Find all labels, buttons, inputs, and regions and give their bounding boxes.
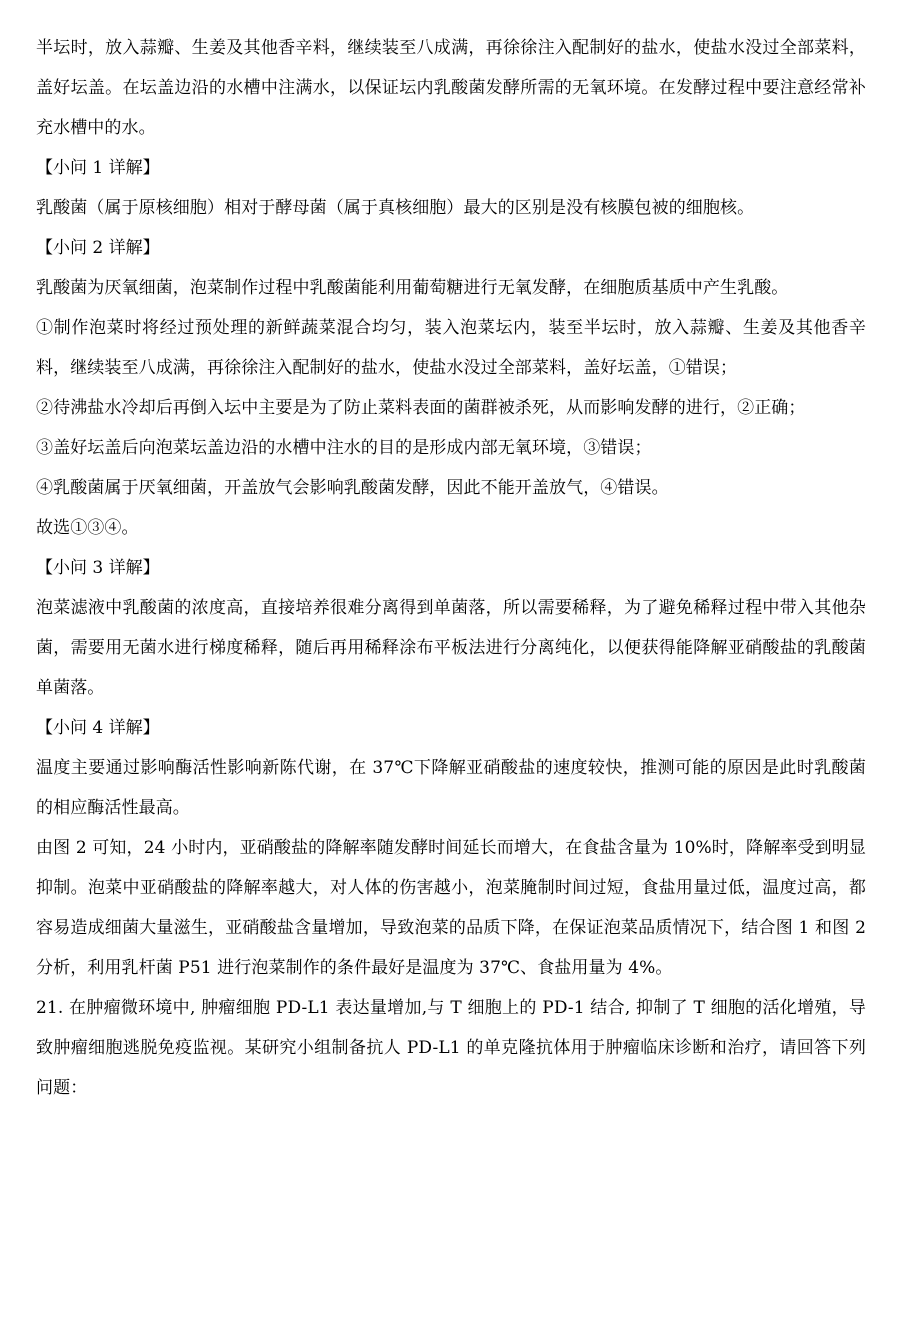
paragraph-q4-answer-1: 温度主要通过影响酶活性影响新陈代谢，在 37℃下降解亚硝酸盐的速度较快，推测可能的原因是此时乳酸菌的相应酶活性最高。 bbox=[36, 758, 866, 818]
section-heading-q2: 【小问 2 详解】 bbox=[36, 238, 160, 258]
paragraph-continuation: 半坛时，放入蒜瓣、生姜及其他香辛料，继续装至八成满，再徐徐注入配制好的盐水，使盐水没过全部菜料，盖好坛盖。在坛盖边沿的水槽中注满水，以保证坛内乳酸菌发酵所需的无氧环境。在发酵过程中要注意经常补充水槽中的水。 bbox=[36, 38, 866, 138]
question-21-stem: 21. 在肿瘤微环境中, 肿瘤细胞 PD-L1 表达量增加,与 T 细胞上的 PD-1 结合, 抑制了 T 细胞的活化增殖，导致肿瘤细胞逃脱免疫监视。某研究小组制备抗人 PD-L1 的单克隆抗体用于肿瘤临床诊断和治疗，请回答下列问题： bbox=[36, 998, 866, 1098]
section-heading-q1: 【小问 1 详解】 bbox=[36, 158, 160, 178]
section-heading-q3: 【小问 3 详解】 bbox=[36, 558, 160, 578]
paragraph-q3-answer: 泡菜滤液中乳酸菌的浓度高，直接培养很难分离得到单菌落，所以需要稀释，为了避免稀释过程中带入其他杂菌，需要用无菌水进行梯度稀释，随后再用稀释涂布平板法进行分离纯化，以便获得能降解亚硝酸盐的乳酸菌单菌落。 bbox=[36, 598, 866, 698]
paragraph-q2-intro: 乳酸菌为厌氧细菌，泡菜制作过程中乳酸菌能利用葡萄糖进行无氧发酵，在细胞质基质中产生乳酸。 bbox=[36, 278, 789, 298]
paragraph-q2-item-3: ③盖好坛盖后向泡菜坛盖边沿的水槽中注水的目的是形成内部无氧环境，③错误； bbox=[36, 438, 652, 458]
paragraph-q1-answer: 乳酸菌（属于原核细胞）相对于酵母菌（属于真核细胞）最大的区别是没有核膜包被的细胞核。 bbox=[36, 198, 755, 218]
document-page bbox=[36, 28, 872, 1108]
section-heading-q4: 【小问 4 详解】 bbox=[36, 718, 160, 738]
paragraph-q2-item-2: ②待沸盐水冷却后再倒入坛中主要是为了防止菜料表面的菌群被杀死，从而影响发酵的进行，②正确； bbox=[36, 398, 806, 418]
paragraph-q2-choice: 故选①③④。 bbox=[36, 518, 139, 538]
paragraph-q2-item-4: ④乳酸菌属于厌氧细菌，开盖放气会影响乳酸菌发酵，因此不能开盖放气，④错误。 bbox=[36, 478, 669, 498]
paragraph-q4-answer-2: 由图 2 可知，24 小时内，亚硝酸盐的降解率随发酵时间延长而增大，在食盐含量为 10%时，降解率受到明显抑制。泡菜中亚硝酸盐的降解率越大，对人体的伤害越小，泡菜腌制时间过短，食盐用量过低，温度过高，都容易造成细菌大量滋生，亚硝酸盐含量增加，导致泡菜的品质下降，在保证泡菜品质情况下，结合图 1 和图 2 分析，利用乳杆菌 P51 进行泡菜制作的条件最好是温度为 37℃、食盐用量为 4%。 bbox=[36, 838, 872, 978]
paragraph-q2-item-1: ①制作泡菜时将经过预处理的新鲜蔬菜混合均匀，装入泡菜坛内，装至半坛时，放入蒜瓣、生姜及其他香辛料，继续装至八成满，再徐徐注入配制好的盐水，使盐水没过全部菜料，盖好坛盖，①错误； bbox=[36, 318, 866, 378]
